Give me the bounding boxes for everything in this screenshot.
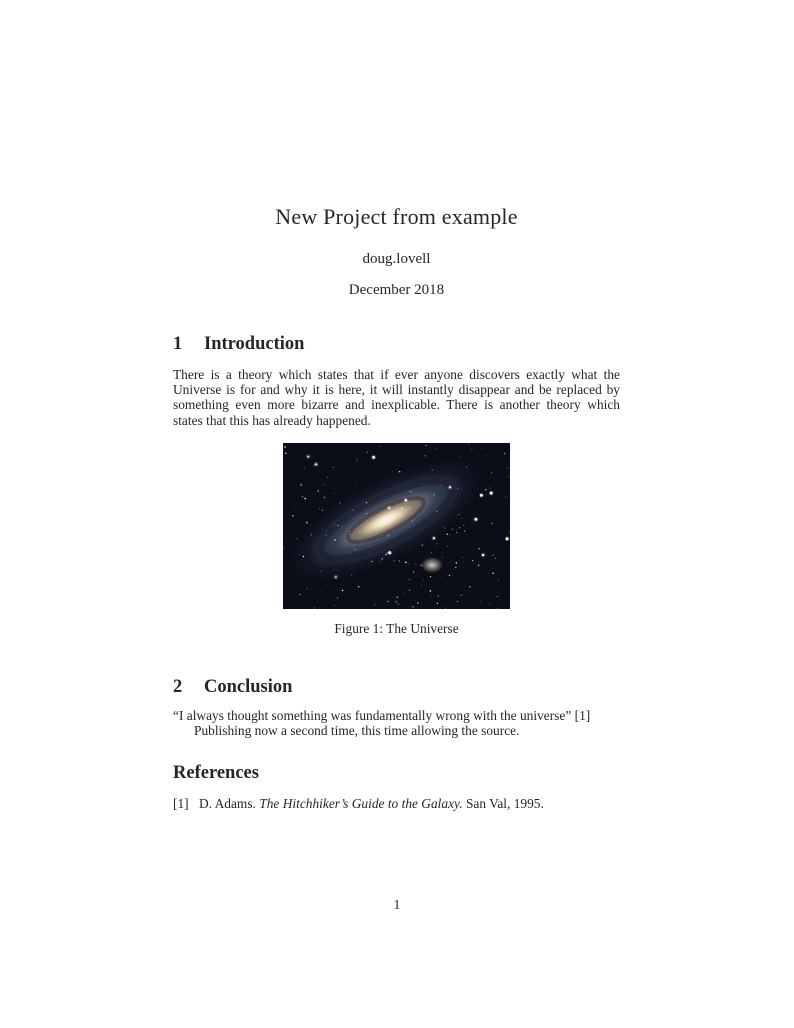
paper-date: December 2018 — [348, 282, 445, 298]
galaxy-figure-image — [283, 443, 510, 609]
page-number: 1 — [393, 897, 401, 912]
conclusion-note: Publishing now a second time, this time allowing the source. — [194, 723, 520, 739]
section-title: Introduction — [204, 334, 305, 354]
conclusion-quote: “I always thought something was fundamentally wrong with the universe” [1] — [173, 708, 591, 723]
paper-title: New Project from example — [275, 204, 518, 229]
section-heading-conclusion — [173, 677, 620, 698]
reference-authors: D. Adams. — [199, 796, 256, 811]
section-number: 2 — [173, 677, 183, 697]
reference-title: The Hitchhiker’s Guide to the Galaxy. — [259, 796, 463, 811]
reference-entry — [173, 796, 620, 811]
figure-caption: Figure 1: The Universe — [334, 621, 459, 636]
references-heading: References — [173, 763, 259, 783]
section-title: Conclusion — [204, 677, 293, 697]
companion-galaxy — [421, 557, 443, 573]
section-number: 1 — [173, 334, 183, 354]
reference-label: [1] — [173, 796, 189, 811]
conclusion-paragraphs — [173, 708, 620, 738]
introduction-paragraph: There is a theory which states that if ever anyone discovers exactly what the Universe is for and why it is here, it will instantly disappear and be replaced by something even more bizarre and inexplicable. There is another theory which states that this has already happened. — [173, 367, 620, 428]
reference-text — [199, 796, 544, 811]
paper-author: doug.lovell — [362, 251, 431, 267]
reference-publisher: San Val, 1995. — [465, 796, 544, 811]
section-heading-introduction — [173, 334, 620, 355]
